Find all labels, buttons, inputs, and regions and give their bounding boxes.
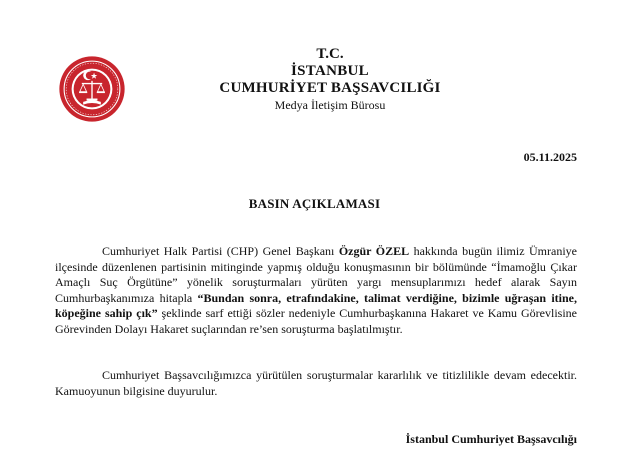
prosecutor-seal-icon — [58, 55, 126, 123]
paragraph-1-bold-name: Özgür ÖZEL — [338, 244, 410, 258]
document-date: 05.11.2025 — [523, 150, 577, 164]
letterhead-line-bureau: Medya İletişim Bürosu — [274, 98, 386, 112]
document-title: BASIN AÇIKLAMASI — [248, 196, 381, 211]
body-paragraph-2: Cumhuriyet Başsavcılığımızca yürütülen soruşturmalar kararlılık ve titizlilikle devam edecektir. Kamuoyunun bilgisine duyurulur. — [55, 368, 577, 398]
letterhead-line-city: İSTANBUL — [291, 63, 369, 79]
paragraph-1-text-1: Cumhuriyet Halk Partisi (CHP) Genel Başkanı — [102, 244, 339, 258]
letterhead-line-office: CUMHURİYET BAŞSAVCILIĞI — [219, 80, 441, 96]
body-paragraph-1 — [55, 244, 577, 338]
paragraph-1-text-2: hakkında bugün ilimiz Ümraniye ilçesinde düzenlenen partisinin mitinginde yapmış olduğu konuşmasının bir bölümünde “İmamoğlu Çıkar Amaçlı Suç Örgütüne” yönelik soruşturmaları yürüten yargı mensuplarımızı hedef alarak Sayın Cumhurbaşkanımıza hitapla — [55, 244, 577, 305]
letterhead-line-tc: T.C. — [316, 46, 344, 62]
letterhead — [180, 46, 480, 113]
signature: İstanbul Cumhuriyet Başsavcılığı — [405, 432, 577, 446]
paragraph-1-text-3: şeklinde sarf ettiği sözler nedeniyle Cumhurbaşkanına Hakaret ve Kamu Görevlisine Görevinden Dolayı Hakaret suçlarından re’sen soruşturma başlatılmıştır. — [55, 306, 577, 336]
paragraph-1-bold-quote: “Bundan sonra, etrafındakine, talimat verdiğine, bizimle uğraşan itine, köpeğine sahip çık” — [55, 290, 578, 321]
